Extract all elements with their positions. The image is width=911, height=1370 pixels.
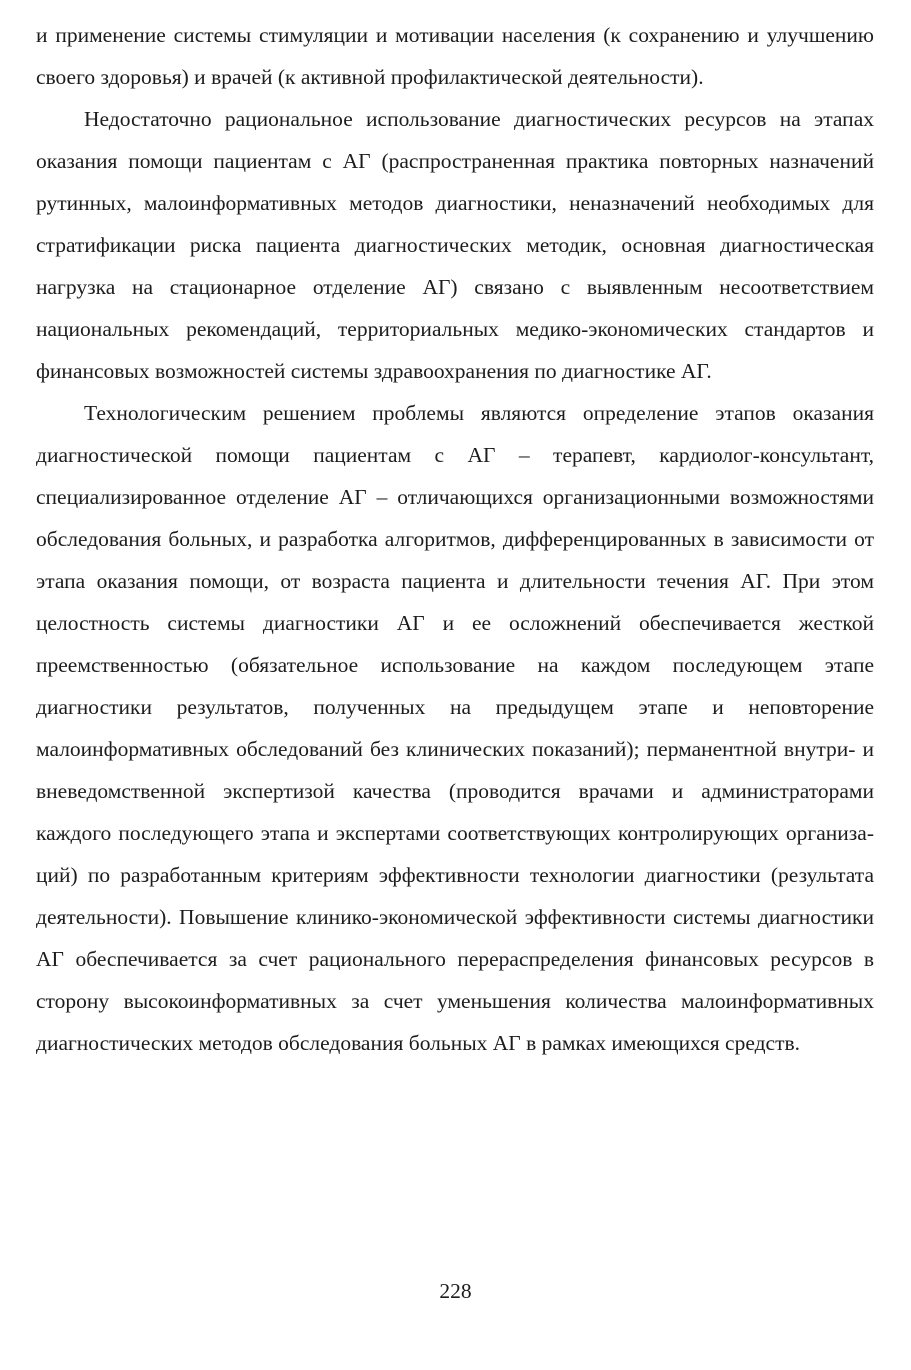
paragraph-continuation: и применение системы стимуляции и мотивации населения (к сохранению и улучшению своего здоровья) и врачей (к активной профилактической деятельности). [36, 23, 874, 89]
page-number: 228 [439, 1279, 472, 1303]
paragraph-diagnostic-resources: Недостаточно рациональное использование диагностических ресурсов на этапах оказания помощи пациентам с АГ (распространенная практика повторных назначений рутинных, малоинформативных методов диагностики, неназначений необходимых для стратификации риска пациента диагностических методик, основная диагностическая нагрузка на стационарное отделение АГ) связано с выявленным несоответствием национальных рекомендаций, территориальных медико-экономических стандартов и финансовых возможностей системы здравоохранения по диагностике АГ. [36, 107, 874, 383]
paragraph-technological-solution: Технологическим решением проблемы являются определение этапов оказания диагностической помощи пациентам с АГ – терапевт, кардиолог-консультант, специализированное отделение АГ – отличающихся организационными возможностями обследования больных, и разработка алгоритмов, дифференцированных в зависимости от этапа оказания помощи, от возраста пациента и длительности течения АГ. При этом целостность системы диагностики АГ и ее осложнений обеспечивается жесткой преемственностью (обязательное использование на каждом последующем этапе диагностики результатов, полученных на предыдущем этапе и неповторение малоинформативных обследований без клинических показаний); перманентной внутри- и вневедомственной экспертизой качества (проводится врачами и администраторами каждого последующего этапа и экспертами соответствующих контролирующих организаций) по разработанным критериям эффективности технологии диагностики (результата деятельности). Повышение клинико-экономической эффективности системы диагностики АГ обеспечивается за счет рационального перераспределения финансовых ресурсов в сторону высокоинформативных за счет уменьшения количества малоинформативных диагностических методов обследования больных АГ в рамках имеющихся средств. [36, 401, 874, 1055]
document-page [36, 14, 874, 1064]
